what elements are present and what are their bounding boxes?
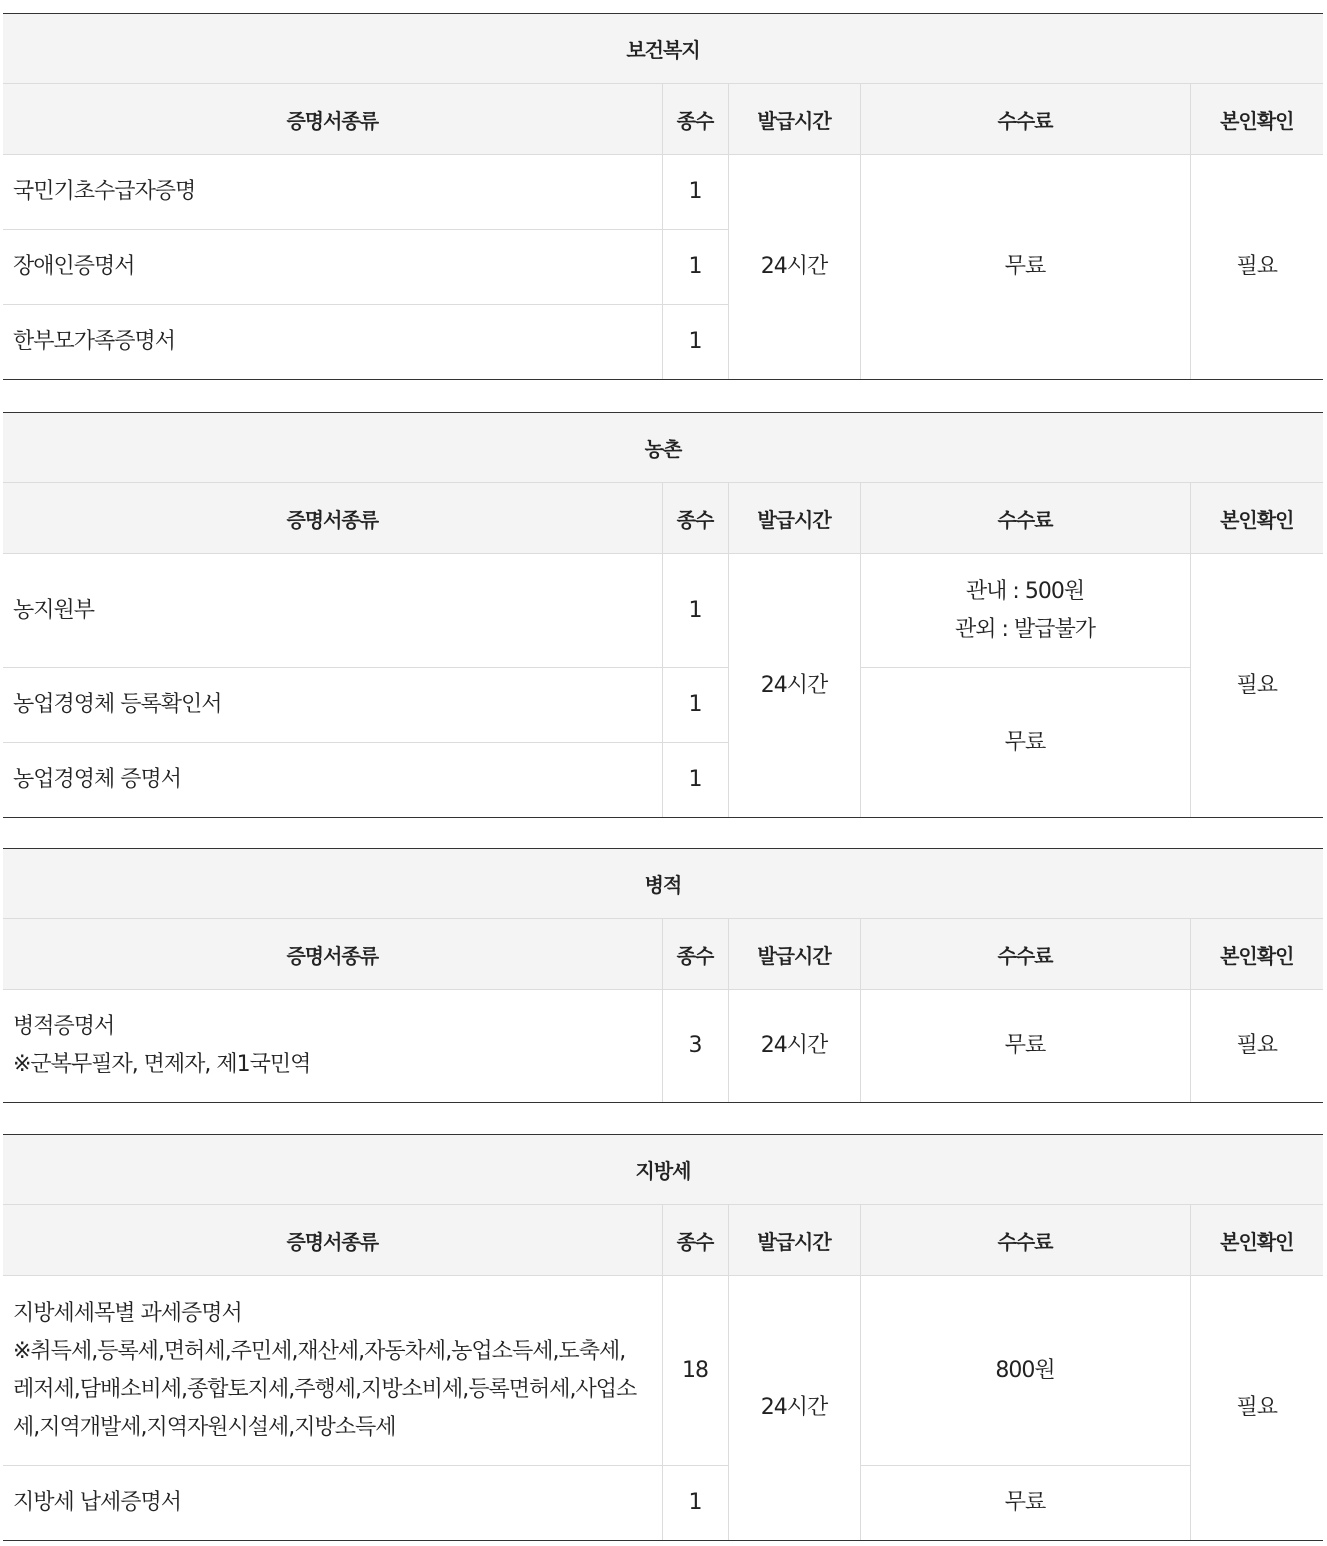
cert-count: 1: [662, 668, 728, 743]
header-type: 증명서종류: [3, 1205, 662, 1276]
header-time: 발급시간: [728, 84, 860, 155]
cert-name: 장애인증명서: [3, 230, 662, 305]
cert-name: 농업경영체 등록확인서: [3, 668, 662, 743]
section-title: 농촌: [3, 413, 1323, 483]
fee: 무료: [860, 668, 1190, 818]
section-title: 보건복지: [3, 14, 1323, 84]
header-time: 발급시간: [728, 919, 860, 990]
cert-name-note: ※군복무필자, 면제자, 제1국민역: [13, 1052, 311, 1077]
cert-name: 국민기초수급자증명: [3, 155, 662, 230]
header-fee: 수수료: [860, 1205, 1190, 1276]
cert-count: 1: [662, 743, 728, 818]
cert-name-note: ※취득세,등록세,면허세,주민세,재산세,자동차세,농업소득세,도축세,: [13, 1338, 626, 1364]
auth-required: 필요: [1190, 554, 1323, 818]
cert-name: 한부모가족증명서: [3, 305, 662, 380]
cert-name-note: 레저세,담배소비세,종합토지세,주행세,지방소비세,등록면허세,사업소: [13, 1376, 637, 1402]
cert-count: 1: [662, 155, 728, 230]
fee: [860, 554, 1190, 668]
header-count: 종수: [662, 919, 728, 990]
table-military: [3, 848, 1323, 1103]
cert-count: 3: [662, 990, 728, 1103]
issue-time: 24시간: [728, 990, 860, 1103]
table-row: [3, 1466, 1323, 1541]
issue-time: 24시간: [728, 1276, 860, 1541]
header-auth: 본인확인: [1190, 919, 1323, 990]
header-time: 발급시간: [728, 483, 860, 554]
cert-name: [3, 990, 662, 1103]
header-auth: 본인확인: [1190, 1205, 1323, 1276]
section-title: 병적: [3, 849, 1323, 919]
fee: 무료: [860, 1466, 1190, 1541]
header-auth: 본인확인: [1190, 84, 1323, 155]
table-row: [3, 668, 1323, 743]
cert-count: 1: [662, 305, 728, 380]
cert-count: 18: [662, 1276, 728, 1466]
fee: 800원: [860, 1276, 1190, 1466]
header-fee: 수수료: [860, 84, 1190, 155]
header-count: 종수: [662, 483, 728, 554]
table-health-welfare: [3, 13, 1323, 380]
cert-count: 1: [662, 230, 728, 305]
table-row: [3, 990, 1323, 1103]
fee: 무료: [860, 155, 1190, 380]
auth-required: 필요: [1190, 155, 1323, 380]
table-rural: [3, 412, 1323, 818]
cert-name-note: 세,지역개발세,지역자원시설세,지방소득세: [13, 1414, 396, 1440]
fee-line-outside: 관외 : 발급불가: [955, 616, 1095, 642]
fee-line-inside: 관내 : 500원: [965, 578, 1085, 604]
cert-name-line: 지방세세목별 과세증명서: [13, 1300, 242, 1326]
header-fee: 수수료: [860, 919, 1190, 990]
auth-required: 필요: [1190, 1276, 1323, 1541]
issue-time: 24시간: [728, 155, 860, 380]
cert-count: 1: [662, 554, 728, 668]
cert-name: 농업경영체 증명서: [3, 743, 662, 818]
table-row: [3, 554, 1323, 668]
header-type: 증명서종류: [3, 919, 662, 990]
header-auth: 본인확인: [1190, 483, 1323, 554]
cert-name: 농지원부: [3, 554, 662, 668]
header-type: 증명서종류: [3, 483, 662, 554]
issue-time: 24시간: [728, 554, 860, 818]
table-row: [3, 155, 1323, 230]
section-title: 지방세: [3, 1135, 1323, 1205]
table-local-tax: [3, 1134, 1323, 1541]
fee: 무료: [860, 990, 1190, 1103]
header-type: 증명서종류: [3, 84, 662, 155]
cert-name-line: 병적증명서: [13, 1014, 115, 1039]
header-fee: 수수료: [860, 483, 1190, 554]
cert-name: 지방세 납세증명서: [3, 1466, 662, 1541]
header-count: 종수: [662, 84, 728, 155]
cert-name: [3, 1276, 662, 1466]
cert-count: 1: [662, 1466, 728, 1541]
header-time: 발급시간: [728, 1205, 860, 1276]
header-count: 종수: [662, 1205, 728, 1276]
table-row: [3, 1276, 1323, 1466]
auth-required: 필요: [1190, 990, 1323, 1103]
